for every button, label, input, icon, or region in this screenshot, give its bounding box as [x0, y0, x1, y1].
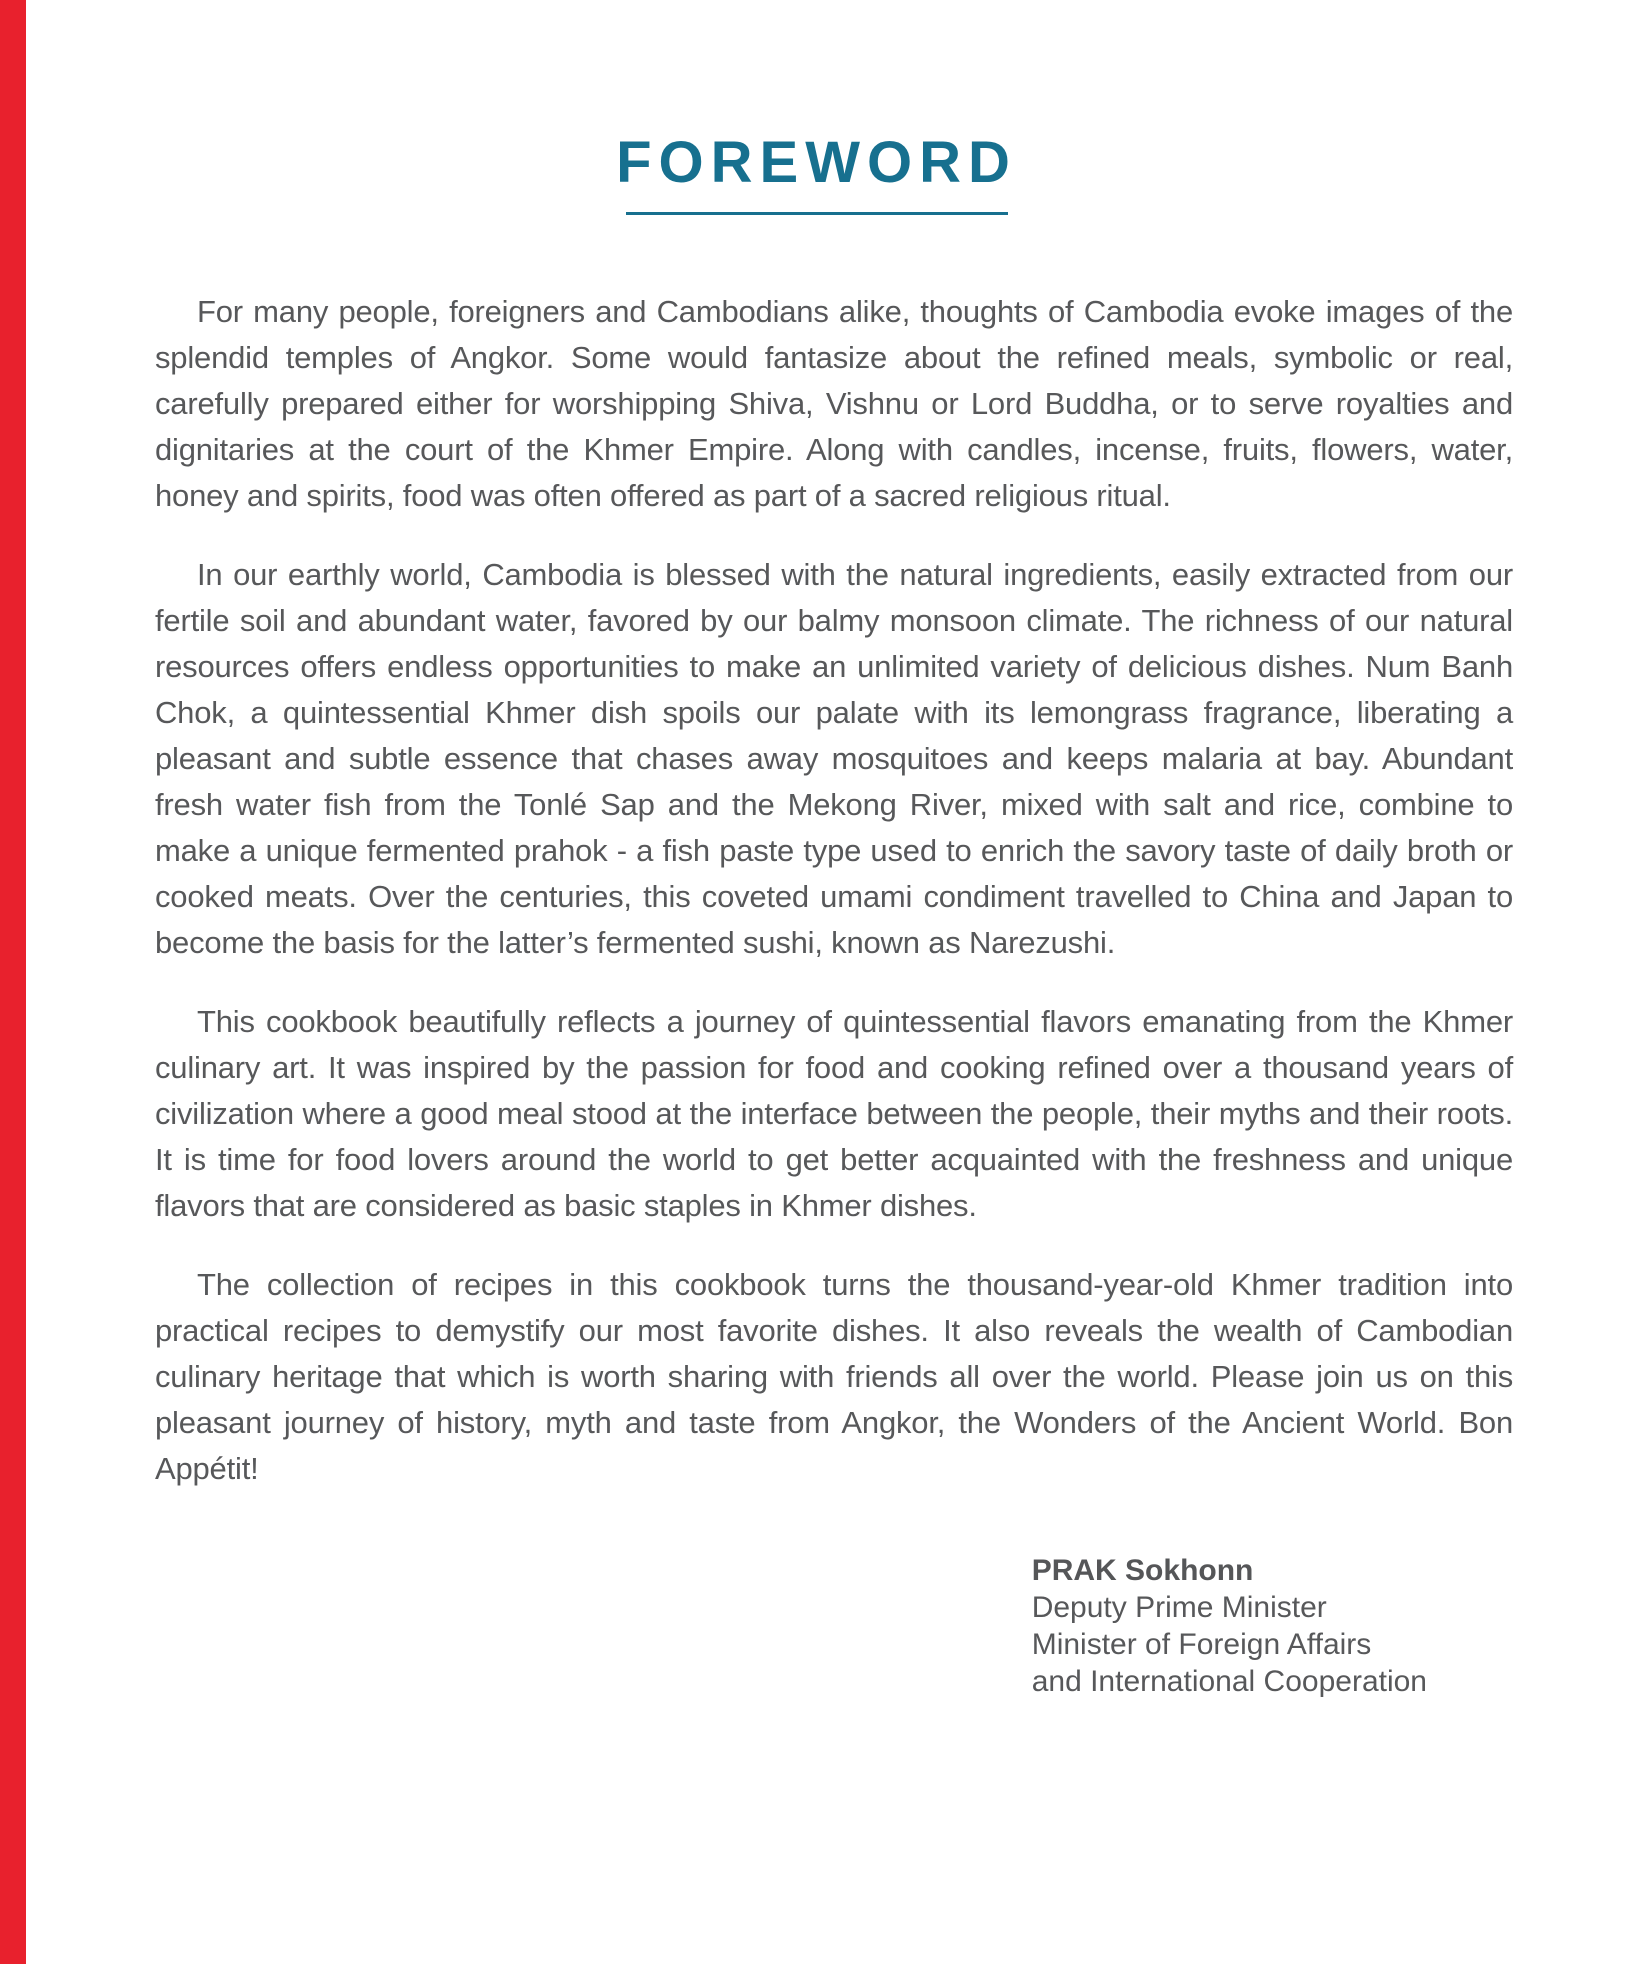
foreword-paragraph-3: This cookbook beautifully reflects a journey of quintessential flavors emanating from the Khmer culinary art. It was inspired by the passion for food and cooking refined over a thousand years of civilization where a good meal stood at the interface between the people, their myths and their roots. It is time for food lovers around the world to get better acquainted with the freshness and unique flavors that are considered as basic staples in Khmer dishes. [155, 1004, 1513, 1223]
title-section [0, 128, 1633, 215]
signature-block [1032, 1552, 1427, 1700]
signature-role-line-2: Minister of Foreign Affairs [1031, 1628, 1372, 1661]
signature-role-line-3: and International Cooperation [1031, 1665, 1427, 1698]
page-edge-stripe [0, 0, 26, 1964]
foreword-paragraph-2: In our earthly world, Cambodia is blessed with the natural ingredients, easily extracted from our fertile soil and abundant water, favored by our balmy monsoon climate. The richness of our natural resources offers endless opportunities to make an unlimited variety of delicious dishes. Num Banh Chok, a quintessential Khmer dish spoils our palate with its lemongrass fragrance, liberating a pleasant and subtle essence that chases away mosquitoes and keeps malaria at bay. Abundant fresh water fish from the Tonlé Sap and the Mekong River, mixed with salt and rice, combine to make a unique fermented prahok - a fish paste type used to enrich the savory taste of daily broth or cooked meats. Over the centuries, this coveted umami condiment travelled to China and Japan to become the basis for the latter’s fermented sushi, known as Narezushi. [155, 557, 1513, 960]
page-title: FOREWORD [616, 130, 1017, 195]
foreword-body [0, 289, 1633, 1700]
foreword-paragraph-1: For many people, foreigners and Cambodians alike, thoughts of Cambodia evoke images of the splendid temples of Angkor. Some would fantasize about the refined meals, symbolic or real, carefully prepared either for worshipping Shiva, Vishnu or Lord Buddha, or to serve royalties and dignitaries at the court of the Khmer Empire. Along with candles, incense, fruits, flowers, water, honey and spirits, food was often offered as part of a sacred religious ritual. [155, 294, 1513, 513]
signature-role-line-1: Deputy Prime Minister [1031, 1591, 1327, 1624]
signature-name: PRAK Sokhonn [1031, 1554, 1254, 1587]
title-underline [626, 212, 1008, 215]
foreword-paragraph-4: The collection of recipes in this cookbook turns the thousand-year-old Khmer tradition into practical recipes to demystify our most favorite dishes. It also reveals the wealth of Cambodian culinary heritage that which is worth sharing with friends all over the world. Please join us on this pleasant journey of history, myth and taste from Angkor, the Wonders of the Ancient World. Bon Appétit! [155, 1267, 1513, 1486]
